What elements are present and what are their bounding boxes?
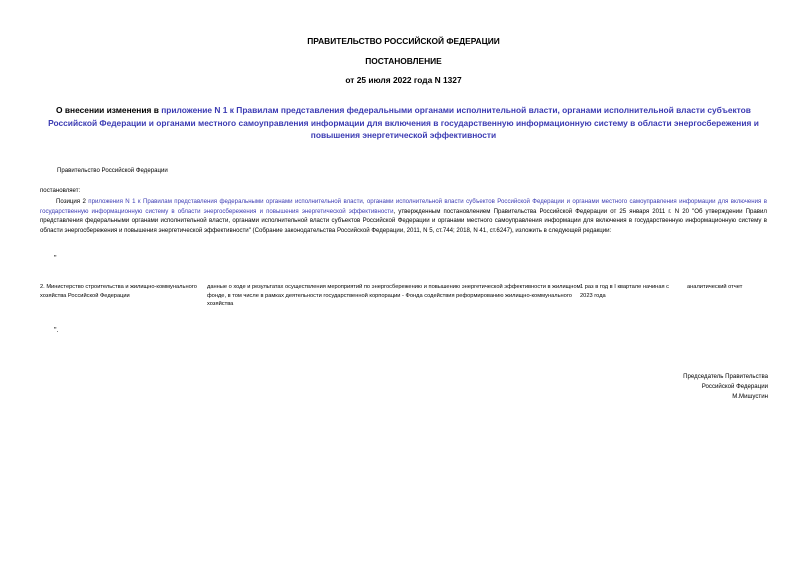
government-line: Правительство Российской Федерации (57, 167, 168, 174)
table-cell-organization: 2. Министерство строительства и жилищно-коммунального хозяйства Российской Федерации (40, 284, 197, 299)
para-end: " (Собрание законодательства Российской Федерации, 2011, N 5, ст.744; 2018, N 41, ст.6247), изложить в следующей редакции: (248, 226, 612, 234)
signature-name: М.Мишустин (732, 393, 768, 401)
date-number-heading: от 25 июля 2022 года N 1327 (345, 75, 462, 85)
table-cell-data: данные о ходе и результатах осуществления мероприятий по энергосбережению и повышению энергетической эффективности в жилищном фонде, в том числе в рамках деятельности государственной корпорации - Фонда содействия реформированию жилищно-коммунального хозяйства (207, 284, 581, 308)
signature-block (683, 372, 768, 403)
main-paragraph (40, 197, 767, 235)
document-type-heading: ПОСТАНОВЛЕНИЕ (365, 56, 442, 66)
para-middle: , утвержденным постановлением Правительства Российской Федерации от 25 января 2011 г. N 20 "Об утверждении Правил представления федеральными органами исполнительной власти, органами исполнительной власти субъектов Российской Федерации и органами местного самоуправления информации для включения в государственную информационную систему в области энергосбережения и повышения энергетической эффективности (40, 207, 767, 234)
para-start: Позиция 2 (56, 198, 89, 205)
closing-quote: ". (54, 327, 59, 334)
table-cell-form: аналитический отчет (687, 284, 743, 290)
title-link[interactable]: приложение N 1 к Правилам представления федеральными органами исполнительной власти, органами исполнительной власти субъектов Российской Федерации и органами местного самоуправления информации для включения в государственную информационную систему в области энергосбережения и повышения энергетической эффективности (48, 105, 759, 140)
resolves-line: постановляет: (40, 187, 81, 194)
signature-position-line1: Председатель Правительства (683, 373, 768, 380)
para-link-appendix[interactable]: приложения N 1 к Правилам представления федеральными органами исполнительной власти, органами исполнительной власти субъектов Российской Федерации и органами местного самоуправления информации для включения в государственную информационную систему в области энергосбережения и повышения энергетической эффективности (40, 198, 767, 215)
table-cell-period: 1 раз в год в I квартале начиная с 2023 года (580, 284, 669, 299)
title-prefix: О внесении изменения в (56, 105, 162, 115)
document-title (40, 104, 767, 142)
opening-quote: " (54, 255, 57, 262)
signature-position-line2: Российской Федерации (701, 383, 768, 391)
issuer-heading: ПРАВИТЕЛЬСТВО РОССИЙСКОЙ ФЕДЕРАЦИИ (307, 36, 500, 46)
